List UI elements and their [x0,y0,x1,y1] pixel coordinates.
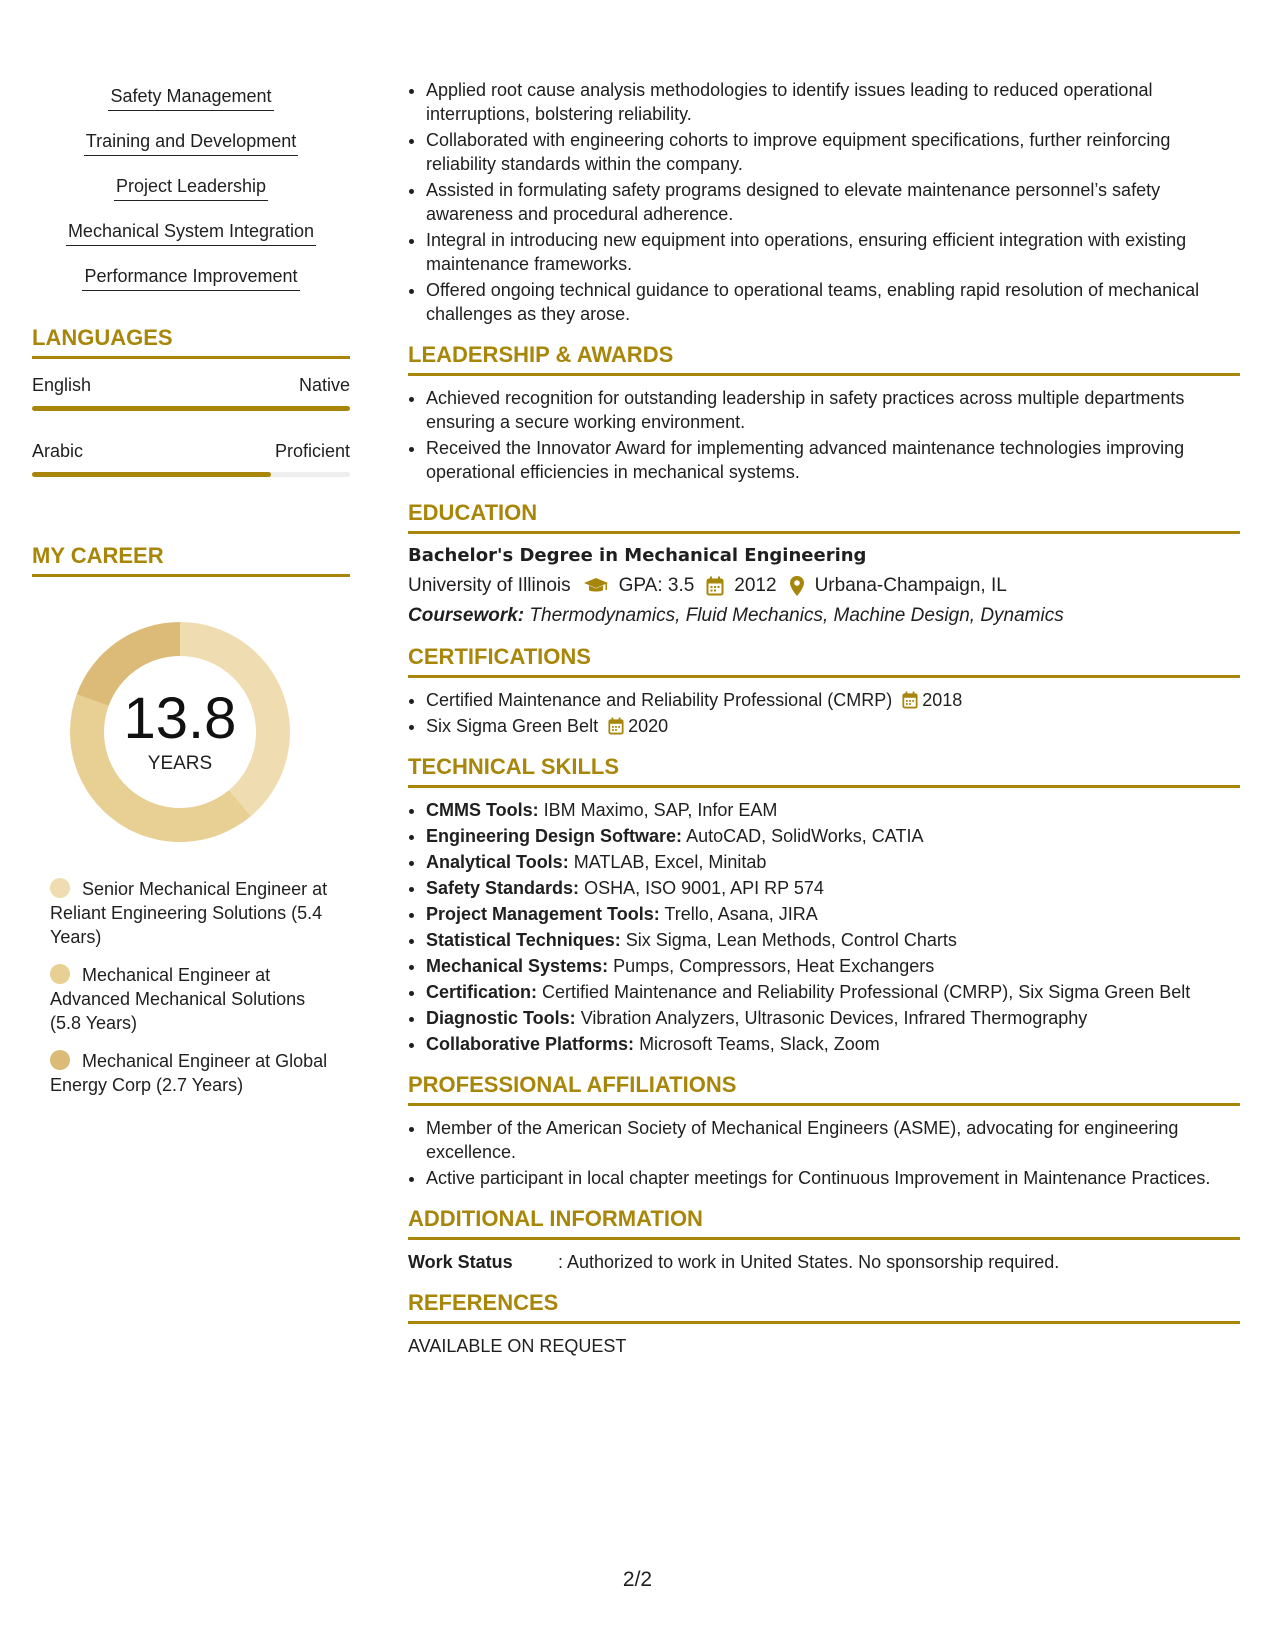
references-value: AVAILABLE ON REQUEST [408,1336,627,1356]
technical-skill-value: MATLAB, Excel, Minitab [573,852,767,872]
right-column [408,78,1240,1358]
technical-skill-value: Trello, Asana, JIRA [664,904,818,924]
education-location: Urbana-Champaign, IL [814,575,1007,596]
technical-skill-label: Diagnostic Tools: [426,1008,576,1028]
affiliations-list [408,1116,1240,1190]
work-status-label: Work Status [408,1252,513,1272]
language-name: English [32,375,92,395]
location-pin-icon [789,575,805,597]
career-legend-item [50,877,340,949]
education-heading: EDUCATION [408,500,1240,534]
certification-year: 2020 [628,716,669,736]
technical-skill-label: Certification: [426,982,538,1002]
skill-item: Safety Management [108,84,273,111]
certification-name: Six Sigma Green Belt [426,716,599,736]
certification-item [426,714,1240,738]
technical-skill-label: Safety Standards: [426,878,580,898]
technical-skill-item [426,798,1240,822]
technical-skill-label: Project Management Tools: [426,904,660,924]
affiliation-item: • Member of the American Society of Mechanical Engineers (ASME), advocating for engineering excellence. [426,1116,1240,1164]
skill-item: Project Leadership [114,174,268,201]
technical-skill-label: CMMS Tools: [426,800,539,820]
calendar-icon [902,691,918,709]
certification-year: 2018 [922,690,963,710]
language-bar-fill [32,472,271,477]
career-donut-chart [65,617,295,847]
career-legend [50,877,340,1097]
certifications-list [408,688,1240,738]
experience-bullets [408,78,1240,326]
language-arabic [32,441,350,477]
technical-skill-label: Engineering Design Software: [426,826,683,846]
leadership-item: • Achieved recognition for outstanding leadership in safety practices across multiple departments ensuring a secure working environment. [426,386,1240,434]
calendar-icon [706,576,724,596]
language-name: Arabic [32,441,84,461]
leadership-list [408,386,1240,484]
legend-dot-icon [50,1050,70,1070]
language-english [32,375,350,411]
technical-skill-value: Six Sigma, Lean Methods, Control Charts [625,930,957,950]
technical-skill-item [426,928,1240,952]
left-column [32,84,350,1111]
language-bar-fill [32,406,350,411]
technical-skill-item [426,954,1240,978]
leadership-item: • Received the Innovator Award for implementing advanced maintenance technologies improving operational efficiencies in mechanical systems. [426,436,1240,484]
certification-name: Certified Maintenance and Reliability Professional (CMRP) [426,690,893,710]
work-status-value: : Authorized to work in United States. No sponsorship required. [558,1252,1060,1272]
affiliation-item: • Active participant in local chapter meetings for Continuous Improvement in Maintenance Practices. [426,1166,1240,1190]
technical-skill-item [426,824,1240,848]
skill-item: Performance Improvement [82,264,299,291]
technical-skill-value: Pumps, Compressors, Heat Exchangers [613,956,935,976]
technical-skill-label: Statistical Techniques: [426,930,621,950]
technical-skill-label: Mechanical Systems: [426,956,609,976]
languages-heading: LANGUAGES [32,325,350,359]
technical-skill-value: OSHA, ISO 9001, API RP 574 [584,878,824,898]
certifications-heading: CERTIFICATIONS [408,644,1240,678]
technical-skill-item [426,1006,1240,1030]
skill-item: Training and Development [84,129,298,156]
skill-item: Mechanical System Integration [66,219,316,246]
technical-skill-label: Collaborative Platforms: [426,1034,635,1054]
education-year: 2012 [734,575,777,596]
calendar-icon [608,717,624,735]
technical-skill-item [426,980,1240,1004]
technical-skill-item [426,1032,1240,1056]
technical-skill-item [426,902,1240,926]
experience-bullet: • Assisted in formulating safety programs designed to elevate maintenance personnel’s safety awareness and procedural adherence. [426,178,1240,226]
language-level: Native [298,375,350,395]
technical-skill-item [426,876,1240,900]
education-degree: Bachelor's Degree in Mechanical Engineering [408,545,867,566]
graduation-cap-icon [583,577,609,595]
career-legend-label: Senior Mechanical Engineer at Reliant Engineering Solutions (5.4 Years) [50,879,328,947]
page-number: 2/2 [622,1568,653,1591]
coursework-label: Coursework: [408,605,525,626]
career-total-years: 13.8 [123,686,237,751]
technical-skill-value: Microsoft Teams, Slack, Zoom [639,1034,880,1054]
experience-bullet: • Integral in introducing new equipment into operations, ensuring efficient integration with existing maintenance frameworks. [426,228,1240,276]
language-level: Proficient [274,441,350,461]
technical-skill-label: Analytical Tools: [426,852,569,872]
language-bar [32,406,350,411]
work-status-row [408,1250,1240,1274]
language-bar [32,472,350,477]
coursework-value: Thermodynamics, Fluid Mechanics, Machine Design, Dynamics [529,605,1064,626]
additional-info-heading: ADDITIONAL INFORMATION [408,1206,1240,1240]
education-gpa: GPA: 3.5 [618,575,695,596]
references-heading: REFERENCES [408,1290,1240,1324]
legend-dot-icon [50,878,70,898]
technical-skill-value: Vibration Analyzers, Ultrasonic Devices, Infrared Thermography [580,1008,1088,1028]
technical-skills-list [408,798,1240,1056]
career-legend-item [50,963,340,1035]
experience-bullet: • Applied root cause analysis methodologies to identify issues leading to reduced operational interruptions, bolstering reliability. [426,78,1240,126]
skills-list [32,84,350,309]
education-details [408,574,1240,598]
career-legend-label: Mechanical Engineer at Global Energy Corp (2.7 Years) [50,1051,328,1095]
experience-bullet: • Offered ongoing technical guidance to operational teams, enabling rapid resolution of mechanical challenges as they arose. [426,278,1240,326]
certification-item [426,688,1240,712]
career-heading: MY CAREER [32,543,350,577]
leadership-heading: LEADERSHIP & AWARDS [408,342,1240,376]
technical-skill-item [426,850,1240,874]
technical-skill-value: IBM Maximo, SAP, Infor EAM [543,800,778,820]
experience-bullet: • Collaborated with engineering cohorts to improve equipment specifications, further reinforcing reliability standards within the company. [426,128,1240,176]
career-unit: YEARS [147,753,213,774]
legend-dot-icon [50,964,70,984]
career-legend-item [50,1049,340,1097]
technical-skill-value: Certified Maintenance and Reliability Professional (CMRP), Six Sigma Green Belt [542,982,1191,1002]
education-school: University of Illinois [408,575,571,596]
technical-skills-heading: TECHNICAL SKILLS [408,754,1240,788]
education-coursework [408,604,1240,628]
affiliations-heading: PROFESSIONAL AFFILIATIONS [408,1072,1240,1106]
technical-skill-value: AutoCAD, SolidWorks, CATIA [686,826,924,846]
career-legend-label: Mechanical Engineer at Advanced Mechanical Solutions (5.8 Years) [50,965,306,1033]
